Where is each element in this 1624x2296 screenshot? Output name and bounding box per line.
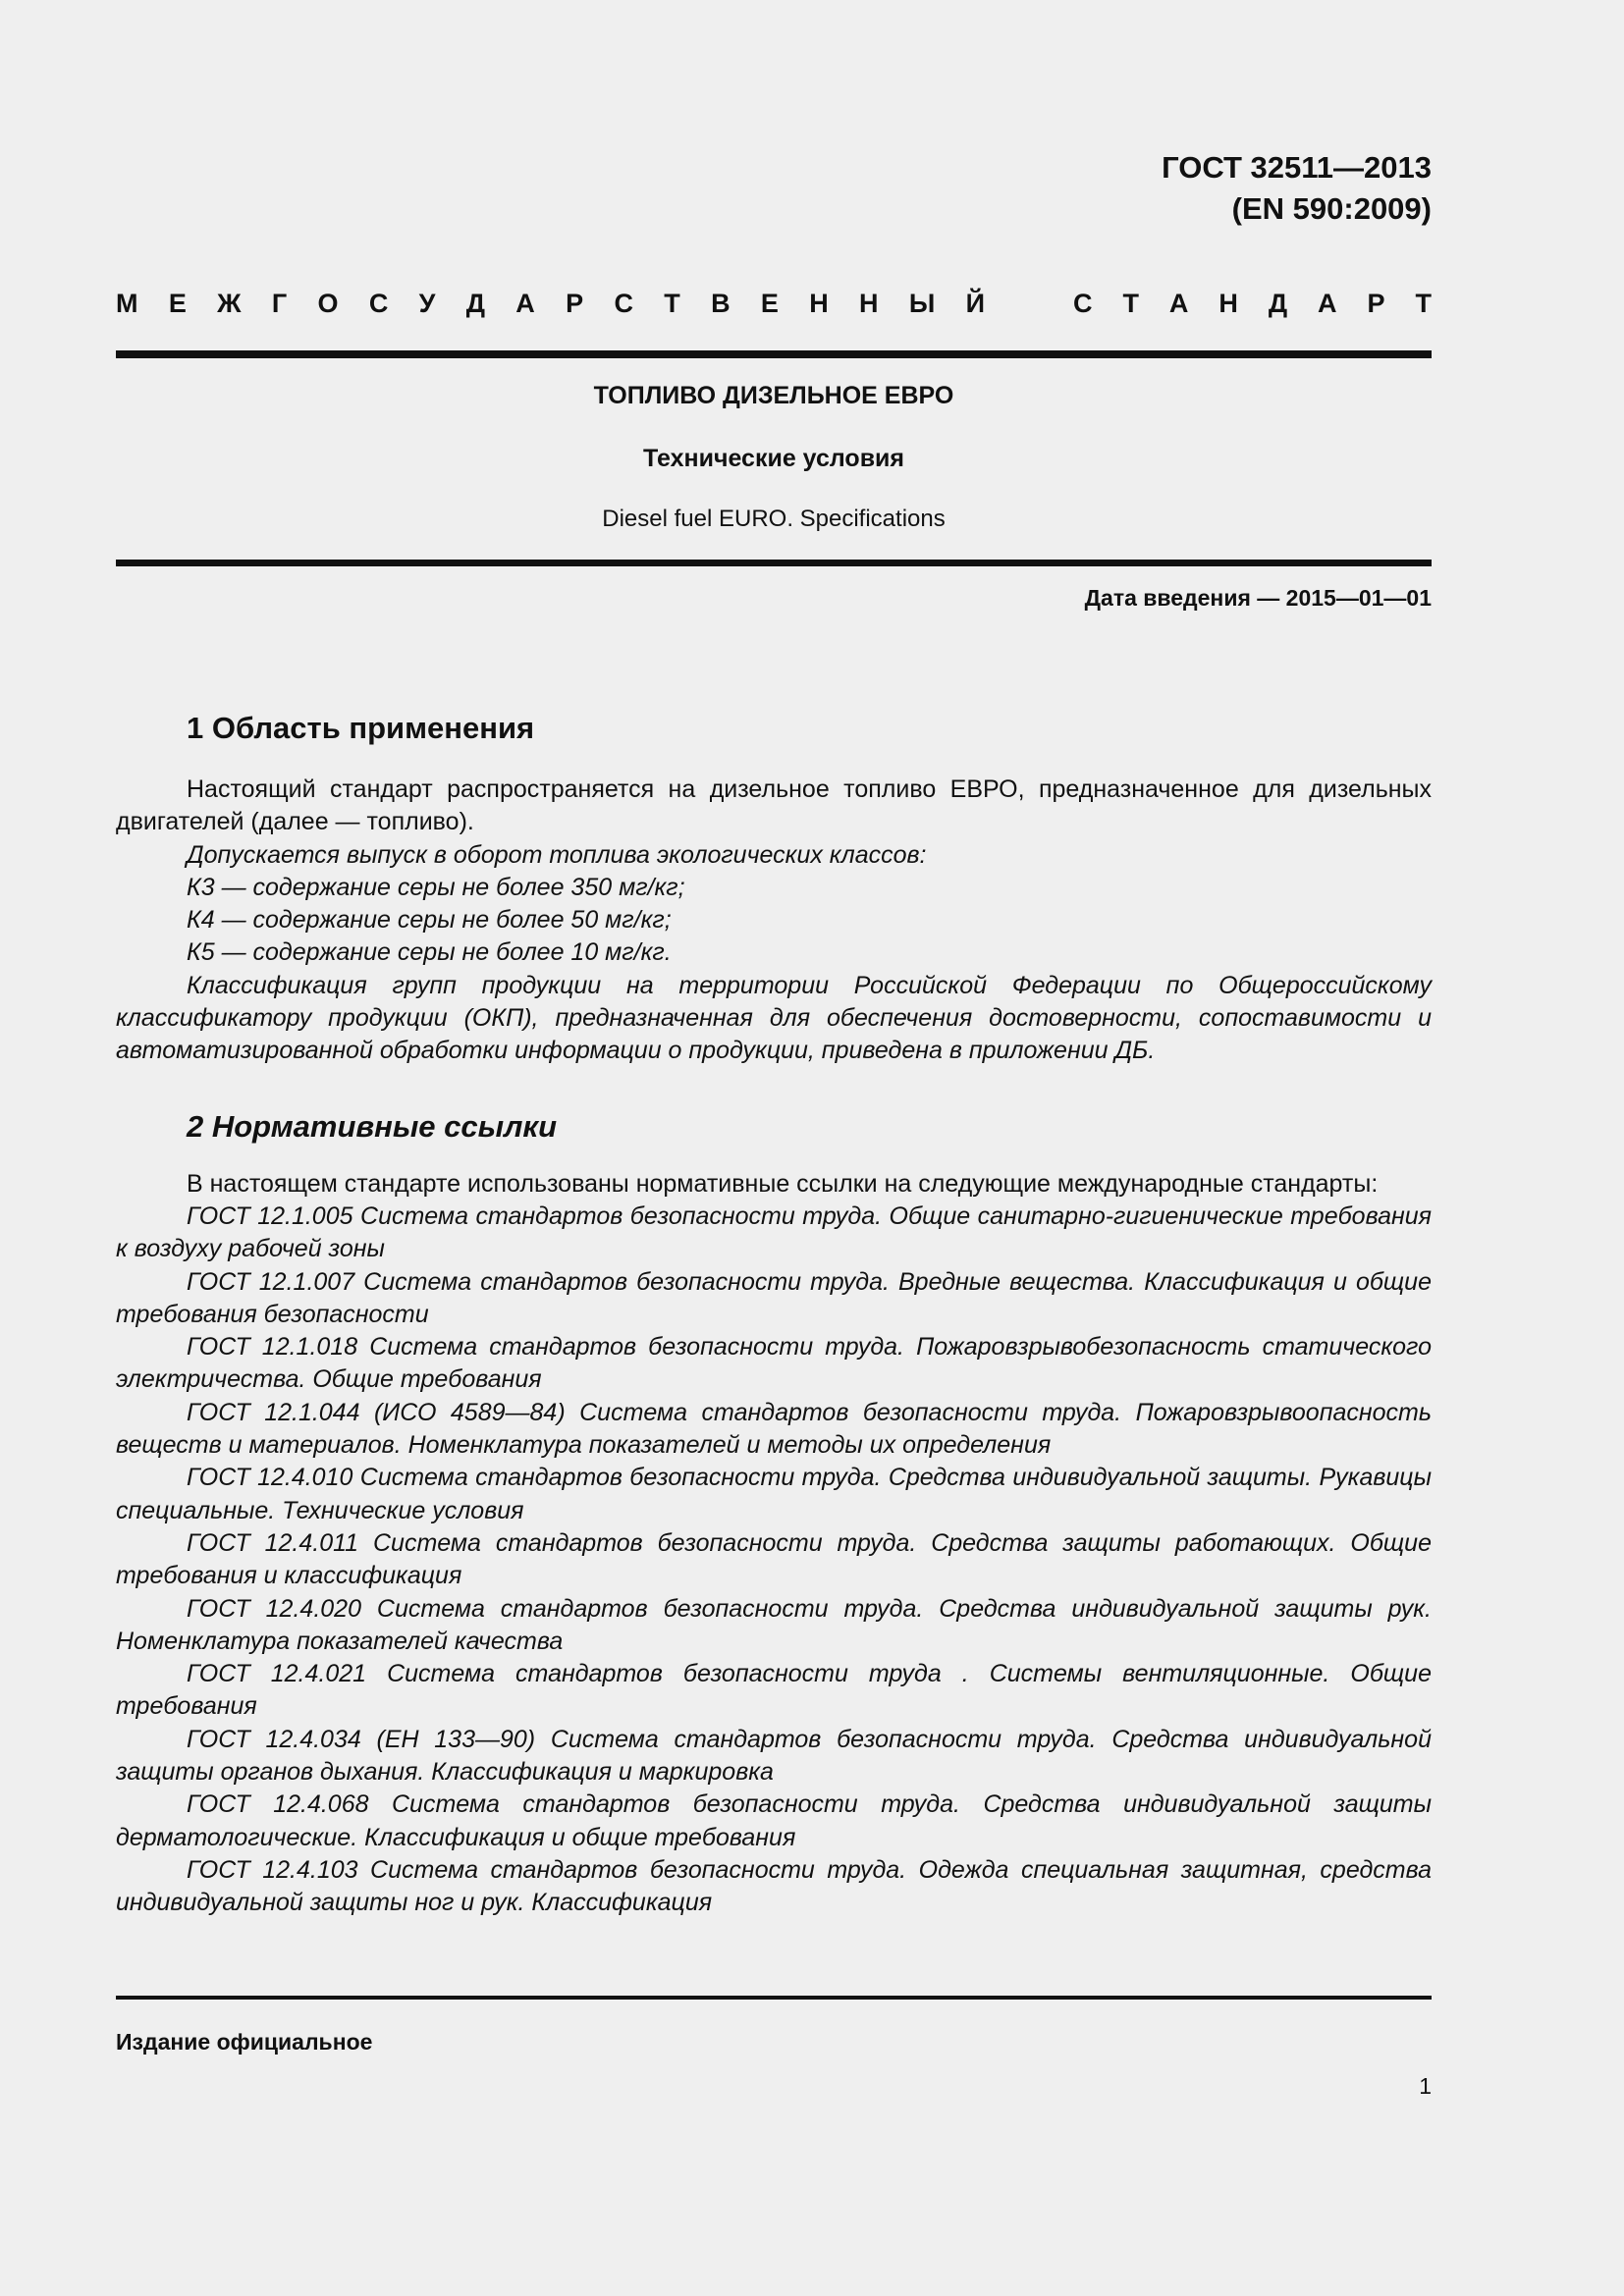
banner-letter: Е [168,289,187,318]
english-title: Diesel fuel EURO. Specifications [602,506,946,532]
reference-item: ГОСТ 12.4.068 Система стандартов безопасности труда. Средства индивидуальной защиты дерматологические. Классификация и общие требования [116,1790,1432,1851]
document-title: ТОПЛИВО ДИЗЕЛЬНОЕ ЕВРО [593,382,954,409]
interstate-standard-banner [116,287,1432,320]
banner-letter: Н [809,289,829,318]
banner-letter: Й [965,289,985,318]
banner-letter: Р [566,289,584,318]
section-1-paragraph: Классификация групп продукции на территории Российской Федерации по Общероссийскому классификатору продукции (ОКП), предназначенная для обеспечения достоверности, сопоставимости и автоматизированной обработки информации о продукции, приведена в приложении ДБ. [116,971,1432,1065]
reference-item: ГОСТ 12.1.005 Система стандартов безопасности труда. Общие санитарно-гигиенические требования к воздуху рабочей зоны [116,1201,1432,1263]
interstate-word-1 [116,287,985,320]
banner-letter: Е [760,289,779,318]
document-page [116,0,1432,2296]
document-subtitle: Технические условия [642,445,905,472]
banner-letter: А [515,289,535,318]
official-edition-label: Издание официальное [116,2029,373,2055]
banner-letter: О [317,289,339,318]
banner-letter: Д [1268,289,1288,318]
section-1-paragraph: Настоящий стандарт распространяется на дизельное топливо ЕВРО, предназначенное для дизельных двигателей (далее — топливо). [116,775,1432,836]
reference-item: ГОСТ 12.4.021 Система стандартов безопасности труда . Системы вентиляционные. Общие требования [116,1660,1432,1721]
gost-designation [1162,147,1432,230]
banner-letter: Т [664,289,680,318]
section-1-paragraph: Допускается выпуск в оборот топлива экологических классов: [187,840,927,869]
interstate-word-2 [1073,287,1432,320]
banner-letter: Н [1218,289,1238,318]
section-1-paragraph: К3 — содержание серы не более 350 мг/кг; [187,873,685,901]
reference-item: ГОСТ 12.4.020 Система стандартов безопасности труда. Средства индивидуальной защиты рук. Номенклатура показателей качества [116,1594,1432,1655]
section-1-paragraph: К4 — содержание серы не более 50 мг/кг; [187,906,672,934]
banner-letter: В [711,289,731,318]
page-number: 1 [1419,2073,1432,2099]
banner-letter: Р [1367,289,1385,318]
banner-letter: Н [859,289,879,318]
title-bottom-rule [116,560,1432,566]
banner-letter: Ы [908,289,936,318]
document-body [116,709,1432,1920]
section-2-intro: В настоящем стандарте использованы нормативные ссылки на следующие международные стандарты: [187,1169,1379,1198]
banner-letter: М [116,289,138,318]
banner-letter: С [368,289,389,318]
section-1-heading: 1 Область применения [187,711,535,745]
reference-item: ГОСТ 12.1.018 Система стандартов безопасности труда. Пожаровзрывобезопасность статического электричества. Общие требования [116,1333,1432,1394]
reference-item: ГОСТ 12.4.010 Система стандартов безопасности труда. Средства индивидуальной защиты. Рукавицы специальные. Технические условия [116,1464,1432,1524]
introduction-date: Дата введения — 2015—01—01 [1084,585,1432,611]
banner-letter: С [1073,289,1093,318]
top-rule [116,350,1432,358]
banner-letter: С [614,289,633,318]
banner-letter: Ж [217,289,242,318]
banner-letter: Т [1122,289,1139,318]
section-2-heading: 2 Нормативные ссылки [187,1108,558,1144]
reference-item: ГОСТ 12.4.103 Система стандартов безопасности труда. Одежда специальная защитная, средства индивидуальной защиты ног и рук. Классификация [116,1855,1432,1917]
reference-item: ГОСТ 12.1.044 (ИСО 4589—84) Система стандартов безопасности труда. Пожаровзрывоопасность веществ и материалов. Номенклатура показателей и методы их определения [116,1398,1432,1460]
gost-number: ГОСТ 32511—2013 [1162,150,1432,185]
banner-letter: А [1168,289,1189,318]
banner-letter: А [1318,289,1337,318]
footer-rule [116,1996,1432,2000]
reference-item: ГОСТ 12.4.034 (ЕН 133—90) Система стандартов безопасности труда. Средства индивидуальной защиты органов дыхания. Классификация и маркировка [116,1725,1432,1787]
banner-letter: У [418,289,436,318]
section-1-paragraph: К5 — содержание серы не более 10 мг/кг. [187,938,672,967]
reference-item: ГОСТ 12.1.007 Система стандартов безопасности труда. Вредные вещества. Классификация и общие требования безопасности [116,1267,1432,1328]
banner-letter: Г [271,289,288,318]
en-number: (EN 590:2009) [1231,191,1432,226]
reference-item: ГОСТ 12.4.011 Система стандартов безопасности труда. Средства защиты работающих. Общие требования и классификация [116,1528,1432,1590]
banner-letter: Д [465,289,485,318]
banner-letter: Т [1415,289,1432,318]
